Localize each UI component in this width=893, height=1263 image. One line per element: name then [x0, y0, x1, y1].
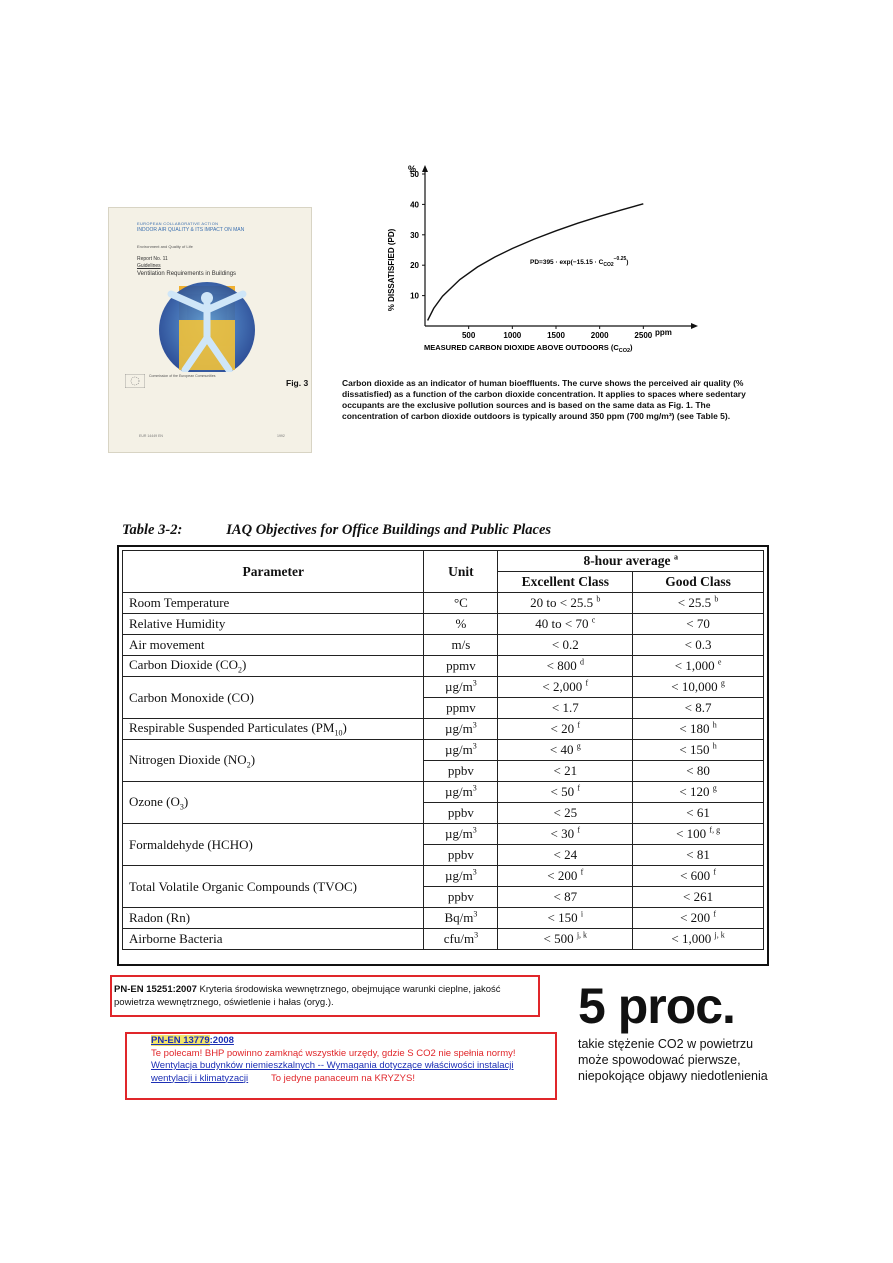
- excellent-cell: < 24: [498, 845, 633, 866]
- good-cell: < 180 $^h$: [633, 719, 764, 740]
- unit-cell: ppbv: [424, 761, 498, 782]
- chart-y-tick-label: 30: [410, 230, 419, 240]
- cover-publisher: Commission of the European Communities: [149, 374, 216, 378]
- table-row: [123, 719, 764, 740]
- table-row: [123, 593, 764, 614]
- param-cell: Ozone $(O_3)$: [123, 782, 424, 824]
- vitruvian-figure-icon: [123, 280, 291, 372]
- header-parameter: Parameter: [123, 551, 424, 593]
- chart-y-tick-label: 10: [410, 291, 419, 301]
- iaq-table-frame: [117, 545, 769, 966]
- unit-cell: $\mu g/m^3$: [424, 740, 498, 761]
- param-cell: Carbon Monoxide (CO): [123, 677, 424, 719]
- chart-y-tick-label: 20: [410, 261, 419, 271]
- table-caption-number: Table 3-2:: [122, 522, 183, 538]
- chart-x-unit: ppm: [655, 328, 672, 337]
- chart-y-axis-label: % DISSATISFIED (PD): [387, 228, 396, 312]
- header-good-class: Good Class: [633, 572, 764, 593]
- excellent-cell: 40 to < 70 $^c$: [498, 614, 633, 635]
- chart-x-tick-label: 500: [461, 331, 476, 340]
- table-row: [123, 866, 764, 887]
- table-row: [123, 656, 764, 677]
- unit-cell: ppmv: [424, 698, 498, 719]
- unit-cell: °C: [424, 593, 498, 614]
- cover-eur-number: EUR 14449 EN: [139, 434, 163, 438]
- good-cell: < 150 $^h$: [633, 740, 764, 761]
- standard-note-13779: [125, 1032, 557, 1100]
- excellent-cell: < 0.2: [498, 635, 633, 656]
- excellent-cell: < 150 $^i$: [498, 908, 633, 929]
- figure-label: Fig. 3: [286, 378, 309, 388]
- cover-year: 1992: [277, 434, 285, 438]
- excellent-cell: < 200 $^f$: [498, 866, 633, 887]
- table-row: [123, 908, 764, 929]
- good-cell: < 100 $^{f, g}$: [633, 824, 764, 845]
- table-row: [123, 635, 764, 656]
- param-cell: Air movement: [123, 635, 424, 656]
- chart-y-top-label: %: [408, 164, 417, 174]
- excellent-cell: < 30 $^f$: [498, 824, 633, 845]
- good-cell: < 261: [633, 887, 764, 908]
- good-cell: < 10,000 $^g$: [633, 677, 764, 698]
- recommendation-line: Te polecam! BHP powinno zamknąć wszystkie urzędy, gdzie S CO2 nie spełnia normy!: [151, 1047, 516, 1059]
- cover-line-5: Guidelines: [137, 263, 161, 269]
- chart-formula: $PD=395 \cdot \exp(-15.15 \cdot C_{CO2}^{-0.25})$: [530, 256, 629, 268]
- param-cell: Respirable Suspended Particulates $(PM_{10})$: [123, 719, 424, 740]
- chart-y-tick-label: 40: [410, 200, 419, 210]
- header-8-hour-average: 8-hour average $^a$: [498, 551, 764, 572]
- standard-year-13779: :2008: [209, 1035, 234, 1046]
- header-unit: Unit: [424, 551, 498, 593]
- table-row: [123, 614, 764, 635]
- chart-x-arrow: [691, 323, 698, 329]
- excellent-cell: < 20 $^f$: [498, 719, 633, 740]
- table-row: [123, 929, 764, 950]
- unit-cell: cfu/$m^3$: [424, 929, 498, 950]
- standard-title-13779[interactable]: Wentylacja budynków niemieszkalnych -- Wymagania dotyczące właściwości instalacji wentylacji i klimatyzacji: [151, 1060, 514, 1084]
- good-cell: < 1,000 $^{j, k}$: [633, 929, 764, 950]
- unit-cell: ppbv: [424, 803, 498, 824]
- param-cell: Formaldehyde (HCHO): [123, 824, 424, 866]
- good-cell: < 81: [633, 845, 764, 866]
- good-cell: < 70: [633, 614, 764, 635]
- unit-cell: ppmv: [424, 656, 498, 677]
- chart-x-tick-label: 2000: [590, 331, 609, 340]
- good-cell: < 25.5 $^b$: [633, 593, 764, 614]
- header-excellent-class: Excellent Class: [498, 572, 633, 593]
- table-row: [123, 824, 764, 845]
- callout-big-number: 5 proc.: [578, 978, 735, 1034]
- unit-cell: %: [424, 614, 498, 635]
- good-cell: < 200 $^f$: [633, 908, 764, 929]
- table-caption-title: IAQ Objectives for Office Buildings and Public Places: [226, 522, 552, 538]
- table-row: [123, 677, 764, 698]
- unit-cell: $\mu g/m^3$: [424, 866, 498, 887]
- excellent-cell: < 40 $^g$: [498, 740, 633, 761]
- table-row: [123, 740, 764, 761]
- good-cell: < 8.7: [633, 698, 764, 719]
- excellent-cell: < 50 $^f$: [498, 782, 633, 803]
- excellent-cell: < 2,000 $^f$: [498, 677, 633, 698]
- param-cell: Airborne Bacteria: [123, 929, 424, 950]
- param-cell: Nitrogen Dioxide $(NO_2)$: [123, 740, 424, 782]
- chart-x-axis-label: MEASURED CARBON DIOXIDE ABOVE OUTDOORS $(C_{CO2})$: [424, 343, 633, 354]
- co2-dissatisfied-chart: [380, 160, 700, 360]
- unit-cell: ppbv: [424, 887, 498, 908]
- panacea-note: To jedyne panaceum na KRYZYS!: [271, 1072, 415, 1084]
- chart-x-tick-label: 1500: [547, 331, 565, 340]
- cover-line-6: Ventilation Requirements in Buildings: [137, 271, 237, 277]
- unit-cell: $\mu g/m^3$: [424, 824, 498, 845]
- excellent-cell: < 25: [498, 803, 633, 824]
- good-cell: < 80: [633, 761, 764, 782]
- callout-text: takie stężenie CO2 w powietrzu może spowodować pierwsze, niepokojące objawy niedotlenienia: [578, 1037, 768, 1083]
- good-cell: < 1,000 $^e$: [633, 656, 764, 677]
- good-cell: < 120 $^g$: [633, 782, 764, 803]
- chart-y-arrow: [422, 165, 428, 172]
- report-cover-image: [108, 207, 312, 453]
- unit-cell: $\mu g/m^3$: [424, 719, 498, 740]
- unit-cell: m/s: [424, 635, 498, 656]
- cover-line-4: Report No. 11: [137, 256, 168, 262]
- param-cell: Carbon Dioxide $(CO_2)$: [123, 656, 424, 677]
- param-cell: Relative Humidity: [123, 614, 424, 635]
- good-cell: < 0.3: [633, 635, 764, 656]
- excellent-cell: < 500 $^{j, k}$: [498, 929, 633, 950]
- excellent-cell: < 1.7: [498, 698, 633, 719]
- excellent-cell: < 87: [498, 887, 633, 908]
- unit-cell: $Bq/m^3$: [424, 908, 498, 929]
- chart-x-tick-label: 2500: [634, 331, 653, 340]
- standard-code-13779[interactable]: PN-EN 13779: [151, 1035, 210, 1046]
- chart-x-tick-label: 1000: [503, 331, 522, 340]
- cover-line-1: EUROPEAN COLLABORATIVE ACTION: [137, 221, 219, 226]
- good-cell: < 600 $^f$: [633, 866, 764, 887]
- good-cell: < 61: [633, 803, 764, 824]
- standard-note-15251: [110, 975, 540, 1017]
- param-cell: Total Volatile Organic Compounds (TVOC): [123, 866, 424, 908]
- table-row: [123, 782, 764, 803]
- param-cell: Room Temperature: [123, 593, 424, 614]
- chart-y-tick-label: 50: [410, 170, 419, 179]
- cover-line-3: Environment and Quality of Life: [137, 244, 193, 249]
- eu-flag-icon: [125, 374, 145, 388]
- table-caption: [122, 522, 551, 539]
- excellent-cell: 20 to < 25.5 $^b$: [498, 593, 633, 614]
- unit-cell: $\mu g/m^3$: [424, 677, 498, 698]
- excellent-cell: < 800 $^d$: [498, 656, 633, 677]
- standard-code-15251: PN-EN 15251:2007: [114, 984, 197, 995]
- figure-caption-text: Carbon dioxide as an indicator of human bioeffluents. The curve shows the perceived air quality (% dissatisfied) as a function of the carbon dioxide concentration. It applies to spaces where sedentary occupants are the exclusive pollution sources and is based on the same data as Fig. 1. The concentration of carbon dioxide outdoors is typically around 350 ppm (700 mg/m³) (see Table 5).: [342, 378, 746, 421]
- param-cell: Radon (Rn): [123, 908, 424, 929]
- unit-cell: ppbv: [424, 845, 498, 866]
- standard-desc-15251: Kryteria środowiska wewnętrznego, obejmujące warunki cieplne, jakość powietrza wewnętrznego, oświetlenie i hałas (oryg.).: [114, 984, 501, 1008]
- excellent-cell: < 21: [498, 761, 633, 782]
- cover-line-2: INDOOR AIR QUALITY & ITS IMPACT ON MAN: [137, 227, 245, 233]
- iaq-objectives-table: [122, 550, 764, 950]
- unit-cell: $\mu g/m^3$: [424, 782, 498, 803]
